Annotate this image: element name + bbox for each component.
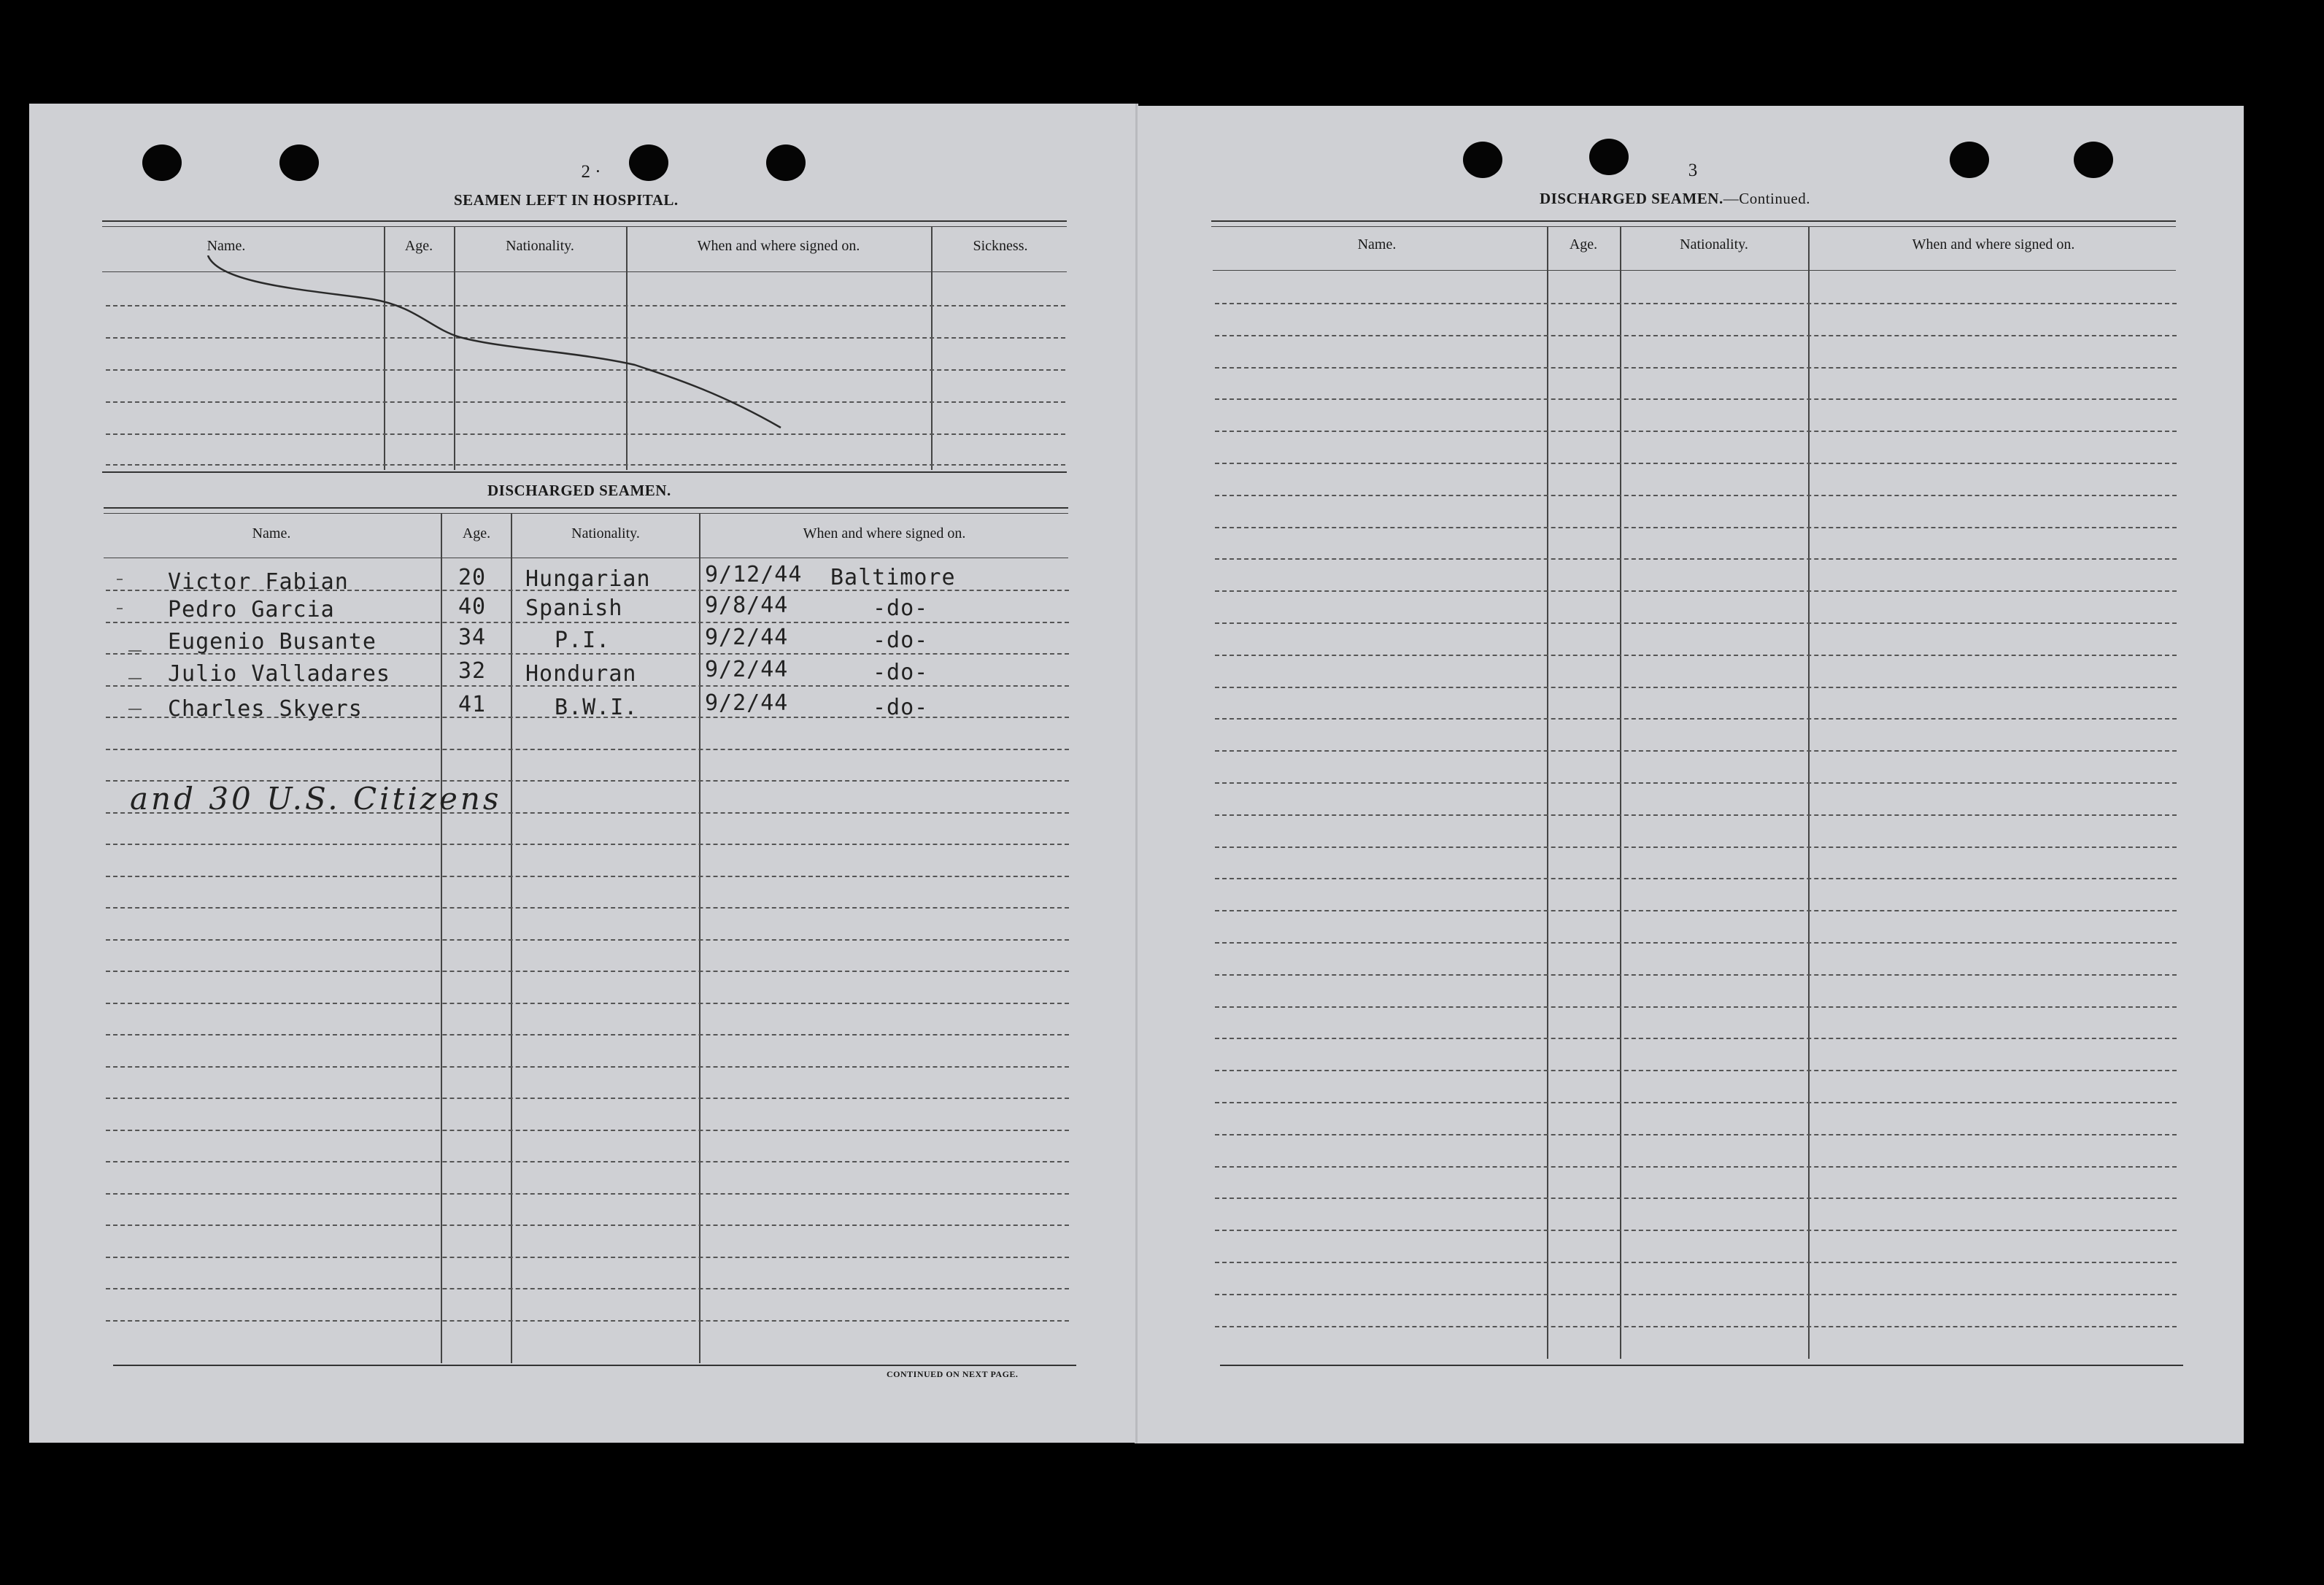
ruled-line <box>106 1288 1069 1289</box>
seaman-age: 40 <box>458 594 487 620</box>
ruled-line <box>1215 303 2177 304</box>
ruled-line <box>1215 1230 2177 1231</box>
right-page <box>1135 106 2244 1443</box>
ruled-line <box>106 1003 1069 1004</box>
right-title-suffix: —Continued. <box>1723 190 1810 207</box>
punch-hole <box>1950 142 1989 178</box>
seaman-nationality: Honduran <box>525 661 637 687</box>
right-col-signed-on: When and where signed on. <box>1912 236 2075 252</box>
punch-hole <box>629 144 668 181</box>
hospital-col-age: Age. <box>404 238 433 254</box>
page-number: 3 <box>1688 161 1698 180</box>
signed-on-date: 9/2/44 <box>705 625 789 650</box>
ruled-line <box>1215 814 2177 816</box>
hospital-col-signed-on: When and where signed on. <box>697 238 860 254</box>
ruled-line <box>1215 655 2177 656</box>
handwritten-note: and 30 U.S. Citizens <box>130 781 502 817</box>
seaman-age: 41 <box>458 692 487 717</box>
ruled-line <box>1215 1294 2177 1295</box>
hospital-section-title: SEAMEN LEFT IN HOSPITAL. <box>454 191 679 209</box>
ruled-line <box>1215 942 2177 944</box>
seaman-nationality: B.W.I. <box>555 695 638 720</box>
discharged-col-nationality: Nationality. <box>571 525 640 541</box>
hospital-col-name: Name. <box>206 238 246 254</box>
signed-on-place: -do- <box>873 660 929 685</box>
punch-hole <box>1589 139 1629 175</box>
ruled-line <box>106 971 1069 972</box>
ruled-line <box>1215 718 2177 720</box>
discharged-section-title: DISCHARGED SEAMEN. <box>487 482 671 499</box>
punch-hole <box>1463 142 1502 178</box>
seaman-age: 20 <box>458 565 487 590</box>
ruled-line <box>1215 687 2177 688</box>
ruled-line <box>106 1098 1069 1099</box>
seaman-nationality: P.I. <box>555 628 611 653</box>
ruled-line <box>1215 1070 2177 1071</box>
right-col-nationality: Nationality. <box>1680 236 1748 252</box>
ruled-line <box>1215 335 2177 336</box>
ruled-line <box>1215 1166 2177 1168</box>
right-col-age: Age. <box>1569 236 1598 252</box>
hospital-col-sickness: Sickness. <box>973 238 1028 254</box>
ruled-line <box>1215 1006 2177 1008</box>
seaman-name: Julio Valladares <box>168 661 390 687</box>
seaman-name: Eugenio Busante <box>168 629 377 655</box>
ruled-line <box>106 1034 1069 1036</box>
signed-on-date: 9/12/44 <box>705 562 803 587</box>
seaman-nationality: Hungarian <box>525 566 651 592</box>
ruled-line <box>1215 622 2177 624</box>
ruled-line <box>1215 463 2177 464</box>
ruled-line <box>1215 1198 2177 1199</box>
ruled-line <box>106 749 1069 750</box>
discharged-col-signed-on: When and where signed on. <box>803 525 966 541</box>
ruled-line <box>1215 1134 2177 1135</box>
ruled-line <box>106 1130 1069 1131</box>
ruled-line <box>106 876 1069 877</box>
ruled-line <box>1215 590 2177 592</box>
ruled-line <box>1215 974 2177 976</box>
signed-on-place: Baltimore <box>830 565 956 590</box>
seaman-age: 34 <box>458 625 487 650</box>
hospital-col-nationality: Nationality. <box>506 238 574 254</box>
ruled-line <box>1215 878 2177 879</box>
ruled-line <box>1215 750 2177 752</box>
signed-on-place: -do- <box>873 695 929 720</box>
punch-hole <box>279 144 319 181</box>
ruled-line <box>1215 1326 2177 1327</box>
ruled-line <box>106 844 1069 845</box>
ruled-line <box>106 1066 1069 1068</box>
signed-on-place: -do- <box>873 595 929 621</box>
ruled-line <box>106 1225 1069 1226</box>
signed-on-date: 9/2/44 <box>705 690 789 716</box>
ruled-line <box>1215 527 2177 528</box>
page-number: 2 · <box>581 162 601 182</box>
right-section-title <box>1540 190 1810 208</box>
signed-on-place: -do- <box>873 628 929 653</box>
page-fold <box>1135 104 1138 1443</box>
punch-hole <box>2074 142 2113 178</box>
seaman-age: 32 <box>458 658 487 684</box>
seaman-name: Victor Fabian <box>168 569 349 595</box>
ruled-line <box>106 939 1069 941</box>
seaman-name: Pedro Garcia <box>168 597 335 622</box>
ruled-line <box>1215 782 2177 784</box>
ruled-line <box>1215 367 2177 369</box>
right-col-name: Name. <box>1357 236 1397 252</box>
punch-hole <box>142 144 182 181</box>
signed-on-date: 9/8/44 <box>705 593 789 618</box>
ruled-line <box>106 907 1069 909</box>
ruled-line <box>1215 1038 2177 1039</box>
ruled-line <box>1215 1262 2177 1263</box>
ruled-line <box>106 1193 1069 1195</box>
discharged-col-age: Age. <box>462 525 491 541</box>
ruled-line <box>1215 910 2177 911</box>
ruled-line <box>106 1320 1069 1322</box>
ruled-line <box>1215 431 2177 432</box>
right-title-main: DISCHARGED SEAMEN. <box>1540 190 1723 207</box>
ruled-line <box>1215 1102 2177 1103</box>
signed-on-date: 9/2/44 <box>705 657 789 682</box>
ruled-line <box>1215 398 2177 400</box>
seaman-name: Charles Skyers <box>168 696 363 722</box>
punch-hole <box>766 144 806 181</box>
continued-footer: CONTINUED ON NEXT PAGE. <box>887 1369 1019 1379</box>
seaman-nationality: Spanish <box>525 595 623 621</box>
ruled-line <box>106 1257 1069 1258</box>
ruled-line <box>1215 847 2177 848</box>
cross-out-line <box>197 255 795 431</box>
ruled-line <box>1215 558 2177 560</box>
ruled-line <box>106 1161 1069 1162</box>
ruled-line <box>1215 495 2177 496</box>
discharged-col-name: Name. <box>252 525 291 541</box>
